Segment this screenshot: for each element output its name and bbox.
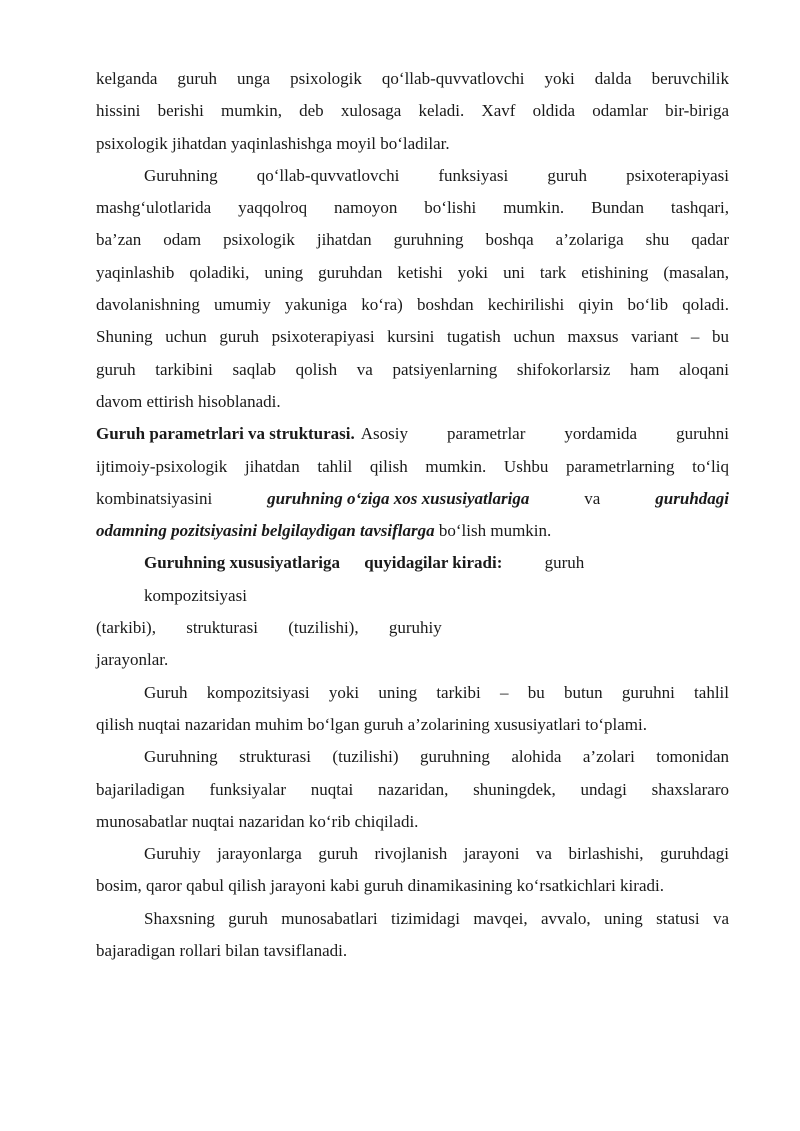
paragraph-1-line-1: kelganda guruh unga psixologik qo‘llab-quvvatlovchi yoki dalda beruvchilik [96, 69, 729, 88]
emphasis-in-group: guruhdagi [655, 488, 729, 508]
paragraph-2-line-2: mashg‘ulotlarida yaqqolroq namoyon bo‘lishi mumkin. Bundan tashqari, [96, 198, 729, 218]
paragraph-7-line-1: Guruhiy jarayonlarga guruh rivojlanish jarayoni va birlashishi, guruhdagi [144, 844, 729, 864]
paragraph-3-line-4-rest: bo‘lish mumkin. [438, 521, 552, 541]
paragraph-2-line-1: Guruhning qo‘llab-quvvatlovchi funksiyasi guruh psixoterapiyasi [144, 165, 729, 185]
paragraph-1-line-2: hissini berishi mumkin, deb xulosaga keladi. Xavf oldida odamlar bir-biriga [96, 101, 729, 121]
paragraph-1-line-3: psixologik jihatdan yaqinlashishga moyil bo‘ladilar. [96, 133, 450, 153]
paragraph-2-line-7: guruh tarkibini saqlab qolish va patsiyenlarning shifokorlarsiz ham aloqani [96, 359, 729, 379]
characteristics-label-1: Guruhning xususiyatlariga [144, 553, 341, 573]
paragraph-3-line-3-mid: va [584, 488, 601, 508]
document-page [96, 63, 729, 967]
paragraph-3-line-4 [96, 515, 729, 547]
paragraph-3-line-2: ijtimoiy-psixologik jihatdan tahlil qilish mumkin. Ushbu parametrlarning to‘liq [96, 456, 729, 476]
paragraph-5-line-2: qilish nuqtai nazaridan muhim bo‘lgan guruh a’zolarining xususiyatlari to‘plami. [96, 714, 647, 734]
paragraph-4-line-4: jarayonlar. [96, 650, 169, 670]
paragraph-6-line-1: Guruhning strukturasi (tuzilishi) guruhning alohida a’zolari tomonidan [144, 747, 729, 767]
paragraph-2-line-6: Shuning uchun guruh psixoterapiyasi kursini tugatish uchun maxsus variant – bu [96, 327, 729, 347]
paragraph-6-line-2: bajariladigan funksiyalar nuqtai nazaridan, shuningdek, undagi shaxslararo [96, 779, 729, 799]
paragraph-3-line-3 [96, 483, 729, 515]
paragraph-2-line-8: davom ettirish hisoblanadi. [96, 391, 281, 411]
characteristic-group: guruh [544, 553, 585, 573]
characteristic-structure-alt: (tuzilishi), [288, 618, 359, 638]
characteristic-group-processes: guruhiy [388, 618, 442, 638]
paragraph-4-line-3 [96, 612, 729, 644]
paragraph-6-line-3: munosabatlar nuqtai nazaridan ko‘rib chiqiladi. [96, 811, 419, 831]
section-heading: Guruh parametrlari va strukturasi. [96, 424, 355, 444]
paragraph-8-line-1: Shaxsning guruh munosabatlari tizimidagi mavqei, avvalo, uning statusi va [144, 908, 729, 928]
paragraph-7-line-2: bosim, qaror qabul qilish jarayoni kabi guruh dinamikasining ko‘rsatkichlari kiradi. [96, 876, 664, 896]
emphasis-position-descriptors: odamning pozitsiyasini belgilaydigan tavsiflarga [96, 521, 435, 541]
characteristics-label-2: quyidagilar kiradi: [364, 553, 503, 573]
paragraph-2-line-3: ba’zan odam psixologik jihatdan guruhning boshqa a’zolariga shu qadar [96, 230, 729, 250]
paragraph-8-line-2: bajaradigan rollari bilan tavsiflanadi. [96, 941, 348, 961]
paragraph-4-line-1 [96, 547, 729, 579]
paragraph-2-line-5: davolanishning umumiy yakuniga ko‘ra) boshdan kechirilishi qiyin bo‘lib qoladi. [96, 295, 729, 315]
characteristic-structure: strukturasi [186, 618, 258, 638]
characteristic-composition: (tarkibi), [96, 618, 156, 638]
paragraph-4-line-2: kompozitsiyasi [144, 585, 247, 605]
paragraph-5-line-1: Guruh kompozitsiyasi yoki uning tarkibi – bu butun guruhni tahlil [144, 682, 729, 702]
paragraph-3-line-1 [96, 418, 729, 450]
paragraph-3-line-3-start: kombinatsiyasini [96, 488, 213, 508]
emphasis-group-features: guruhning o‘ziga xos xususiyatlariga [267, 488, 530, 508]
paragraph-3-line-1-rest: Asosiy parametrlar yordamida guruhni [360, 424, 729, 444]
paragraph-2-line-4: yaqinlashib qoladiki, uning guruhdan ketishi yoki uni tark etishining (masalan, [96, 262, 729, 282]
